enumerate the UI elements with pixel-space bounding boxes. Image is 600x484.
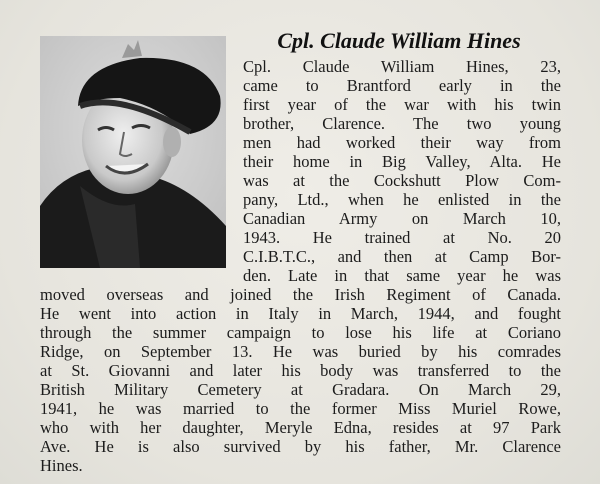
text-line: Hines. <box>40 456 83 475</box>
text-line: He went into action in Italy in March, 1944, and fought <box>40 304 561 323</box>
text-line: at St. Giovanni and later his body was transferred to the <box>40 361 561 380</box>
text-line: 1943. He trained at No. 20 <box>243 228 561 247</box>
text-line: was at the Cockshutt Plow Com- <box>243 171 561 190</box>
text-line: who with her daughter, Meryle Edna, resides at 97 Park <box>40 418 561 437</box>
text-line: their home in Big Valley, Alta. He <box>243 152 561 171</box>
text-line: first year of the war with his twin <box>243 95 561 114</box>
text-line: C.I.B.T.C., and then at Camp Bor- <box>243 247 561 266</box>
obituary-title: Cpl. Claude William Hines <box>277 28 521 53</box>
text-line: Canadian Army on March 10, <box>243 209 561 228</box>
text-line: British Military Cemetery at Gradara. On March 29, <box>40 380 561 399</box>
text-line: pany, Ltd., when he enlisted in the <box>243 190 561 209</box>
text-line: men had worked their way from <box>243 133 561 152</box>
text-line: brother, Clarence. The two young <box>243 114 561 133</box>
soldier-portrait-photo <box>40 36 226 268</box>
text-line: came to Brantford early in the <box>243 76 561 95</box>
text-line: moved overseas and joined the Irish Regiment of Canada. <box>40 285 561 304</box>
text-line: 1941, he was married to the former Miss Muriel Rowe, <box>40 399 561 418</box>
text-line: Cpl. Claude William Hines, 23, <box>243 57 561 76</box>
text-line: Ave. He is also survived by his father, Mr. Clarence <box>40 437 561 456</box>
text-line: through the summer campaign to lose his life at Coriano <box>40 323 561 342</box>
text-line: Ridge, on September 13. He was buried by his comrades <box>40 342 561 361</box>
text-line: den. Late in that same year he was <box>243 266 561 285</box>
